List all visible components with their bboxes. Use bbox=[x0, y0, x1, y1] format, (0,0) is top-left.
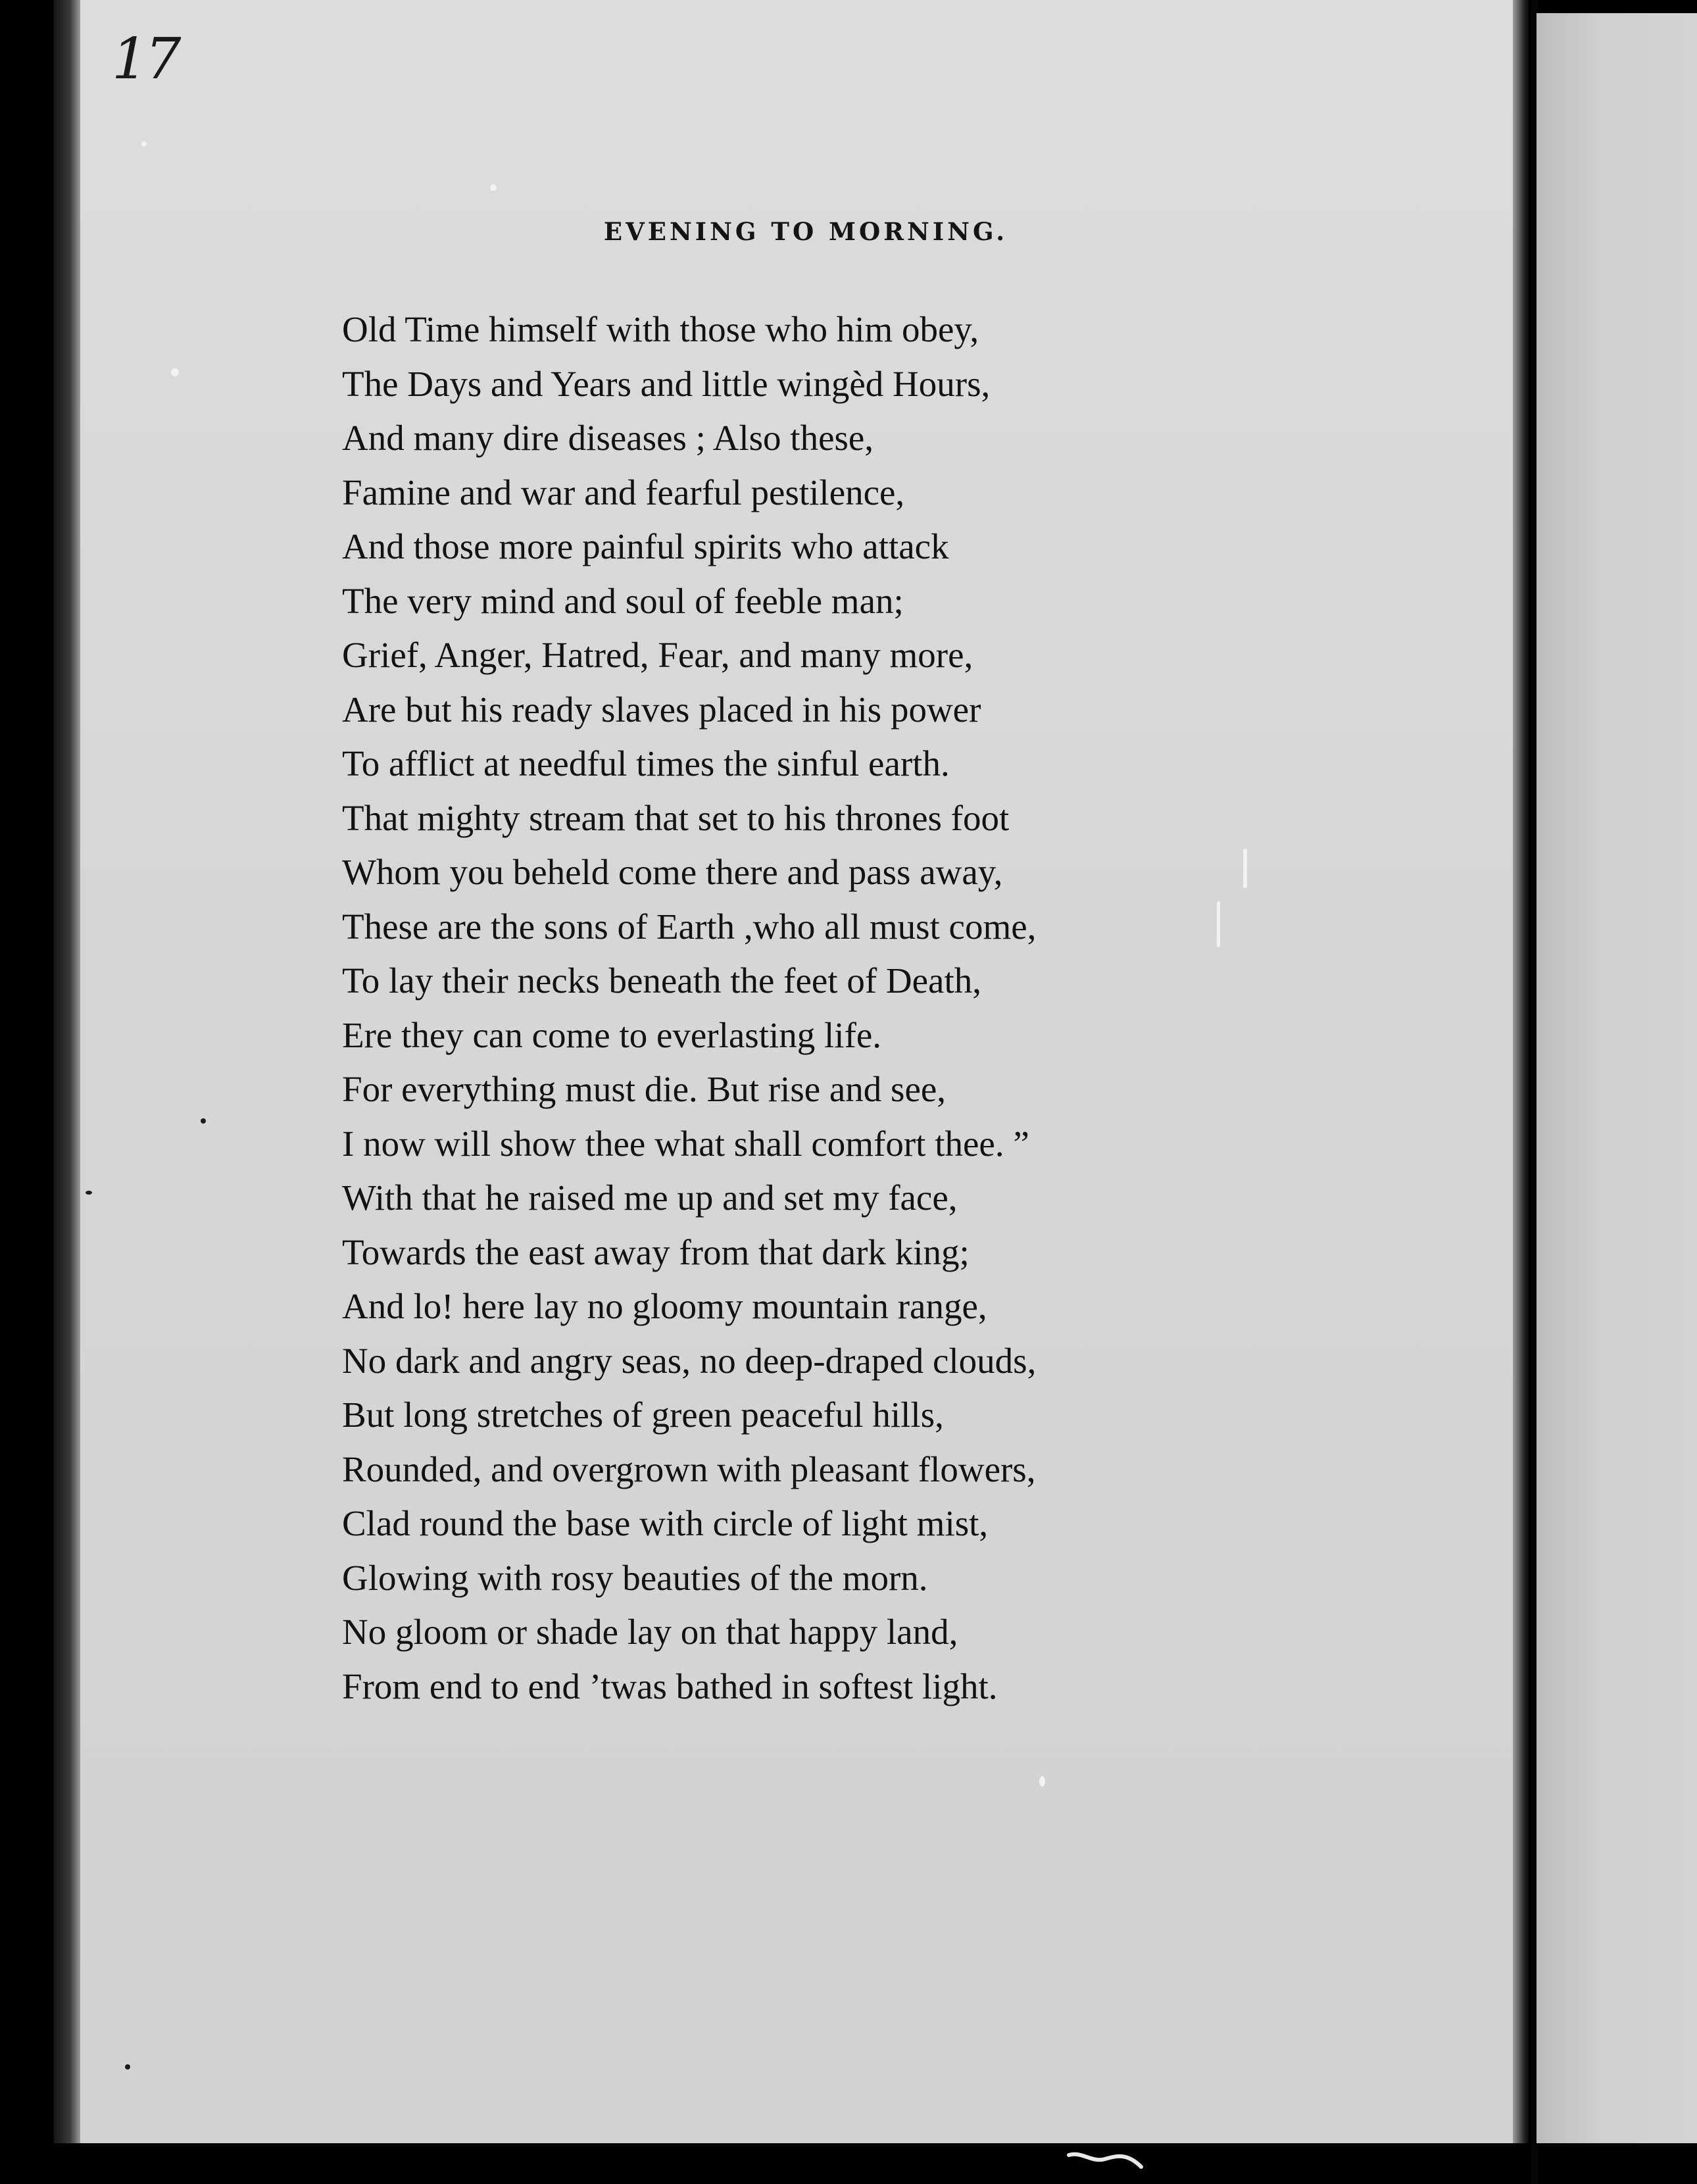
poem-line: The very mind and soul of feeble man; bbox=[342, 580, 904, 621]
poem-line: Towards the east away from that dark king; bbox=[342, 1231, 970, 1272]
page-left-shadow bbox=[54, 0, 80, 2143]
poem-line: From end to end ’twas bathed in softest light. bbox=[342, 1666, 998, 1706]
poem-line: Rounded, and overgrown with pleasant flowers, bbox=[342, 1449, 1036, 1489]
scan-speck bbox=[1217, 901, 1220, 947]
poem-line: To lay their necks beneath the feet of Death, bbox=[342, 960, 981, 1001]
facing-page-edge bbox=[1537, 13, 1697, 2143]
poem-line: And many dire diseases ; Also these, bbox=[342, 418, 874, 458]
poem-line: No dark and angry seas, no deep-draped clouds, bbox=[342, 1340, 1037, 1381]
scan-speck bbox=[141, 141, 147, 147]
scan-speck bbox=[490, 184, 497, 191]
poem-line: Old Time himself with those who him obey, bbox=[342, 309, 979, 349]
poem-line: With that he raised me up and set my face, bbox=[342, 1178, 958, 1218]
poem-line: Are but his ready slaves placed in his power bbox=[342, 689, 981, 730]
scan-bottom-artifact bbox=[1066, 2150, 1144, 2170]
poem-line: These are the sons of Earth ,who all must come, bbox=[342, 906, 1037, 947]
page-right-shadow bbox=[1513, 0, 1529, 2143]
poem-line: For everything must die. But rise and see, bbox=[342, 1069, 947, 1109]
poem-line: Ere they can come to everlasting life. bbox=[342, 1014, 882, 1055]
page-heading: EVENING TO MORNING. bbox=[603, 217, 1008, 246]
poem-text bbox=[342, 303, 1036, 1714]
poem-line: Famine and war and fearful pestilence, bbox=[342, 472, 905, 512]
scan-speck bbox=[1039, 1776, 1045, 1787]
poem-line: Glowing with rosy beauties of the morn. bbox=[342, 1557, 928, 1598]
poem-line: The Days and Years and little wingèd Hours, bbox=[342, 363, 991, 404]
poem-line: Grief, Anger, Hatred, Fear, and many more, bbox=[342, 635, 973, 675]
poem-line: No gloom or shade lay on that happy land, bbox=[342, 1612, 958, 1652]
scan-speck bbox=[1243, 849, 1247, 888]
page-number: 17 bbox=[112, 26, 179, 92]
poem-line: Whom you beheld come there and pass away, bbox=[342, 852, 1003, 892]
scan-speck bbox=[201, 1118, 206, 1124]
poem-line: And those more painful spirits who attack bbox=[342, 526, 949, 566]
poem-line: And lo! here lay no gloomy mountain range, bbox=[342, 1286, 987, 1326]
poem-line: Clad round the base with circle of light mist, bbox=[342, 1503, 989, 1543]
poem-line: But long stretches of green peaceful hills, bbox=[342, 1395, 944, 1435]
scan-speck bbox=[171, 368, 179, 376]
scan-speck bbox=[125, 2064, 130, 2070]
poem-line: I now will show thee what shall comfort thee. ” bbox=[342, 1123, 1029, 1164]
scan-speck bbox=[86, 1191, 92, 1195]
poem-line: To afflict at needful times the sinful earth. bbox=[342, 743, 950, 783]
poem-line: That mighty stream that set to his thrones foot bbox=[342, 797, 1010, 838]
